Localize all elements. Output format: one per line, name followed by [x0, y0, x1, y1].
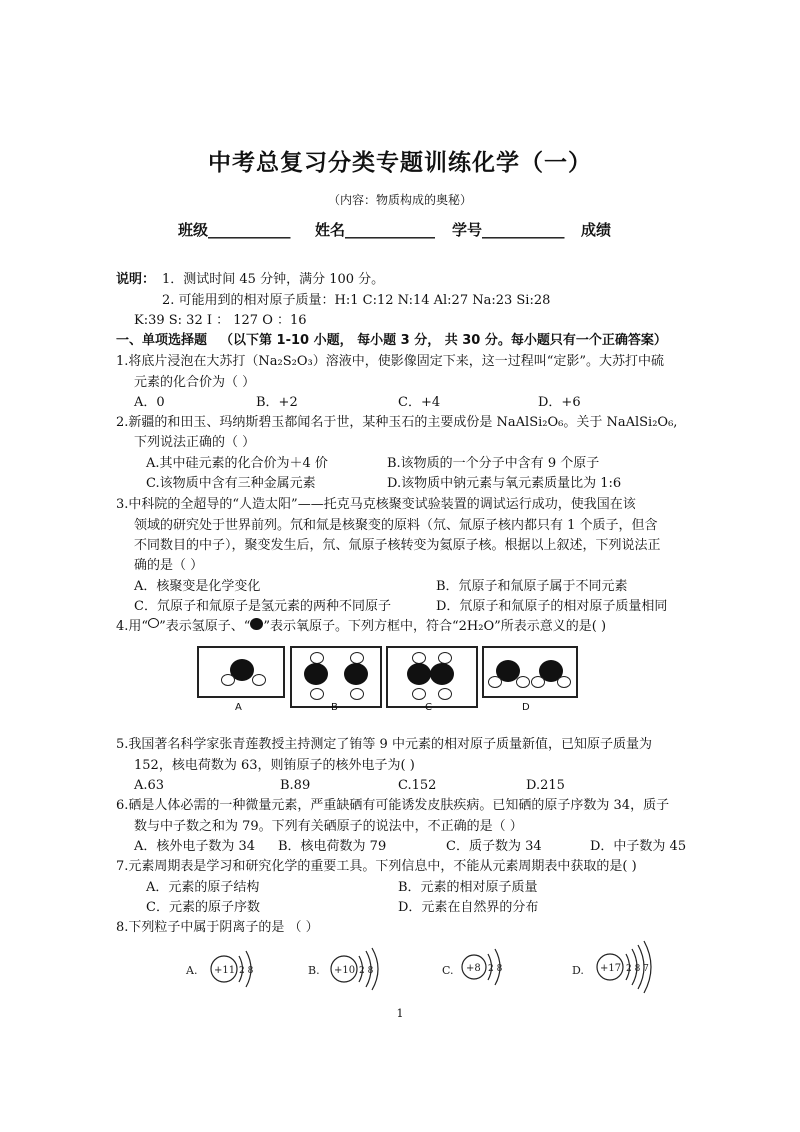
q6-stem-1: 6.硒是人体必需的一种微量元素，严重缺硒有可能诱发皮肤疾病。已知硒的原子序数为 34，质子 — [116, 798, 670, 813]
atom-c-letter: C. — [442, 964, 454, 977]
q2-option-c: C.该物质中含有三种金属元素 — [146, 476, 316, 491]
q4-stem — [116, 618, 606, 636]
oxygen-atom — [407, 663, 431, 685]
atom-b-nucleus: +10 — [334, 965, 356, 976]
q8-atom-diagrams — [180, 936, 660, 1002]
notes-line-3: K:39 S: 32 I ： 127 O ：16 — [134, 313, 307, 328]
q3-option-a: A．核聚变是化学变化 — [134, 579, 261, 594]
q4-stem-part-1: 4.用“ — [116, 619, 149, 634]
q4-box-d — [482, 646, 578, 698]
q7-stem-1: 7.元素周期表是学习和研究化学的重要工具。下列信息中，不能从元素周期表中获取的是( ) — [116, 859, 637, 874]
q3-option-b: B．氘原子和氚原子属于不同元素 — [436, 579, 628, 594]
atom-diagram-d — [572, 941, 651, 993]
q4-label-d: D — [522, 702, 530, 713]
oxygen-atom — [304, 663, 328, 685]
q8-stem-1: 8.下列粒子中属于阴离子的是 （ ） — [116, 920, 319, 935]
atom-c-shells: 2 8 — [488, 964, 503, 974]
q4-box-b — [290, 646, 382, 708]
atom-d-nucleus: +17 — [600, 963, 622, 974]
notes-label: 说明： — [116, 272, 156, 287]
q4-label-c: C — [425, 702, 432, 713]
notes-line-2: 2. 可能用到的相对原子质量：H:1 C:12 N:14 Al:27 Na:23 Si:28 — [162, 293, 551, 308]
oxygen-atom — [344, 663, 368, 685]
q1-option-d: D．+6 — [538, 395, 581, 410]
hydrogen-atom — [310, 688, 324, 700]
q6-option-b: B．核电荷数为 79 — [278, 839, 387, 854]
hydrogen-atom — [438, 688, 452, 700]
page-title: 中考总复习分类专题训练化学（一） — [208, 150, 592, 176]
oxygen-atom — [430, 663, 454, 685]
q7-option-b: B．元素的相对原子质量 — [398, 880, 538, 895]
hydrogen-atom — [557, 676, 571, 688]
q2-option-a: A.其中硅元素的化合价为＋4 价 — [146, 456, 328, 471]
q5-stem-1: 5.我国著名科学家张青莲教授主持测定了铕等 9 中元素的相对原子质量新值，已知原子质量为 — [116, 737, 652, 752]
name-field: 姓名____________ — [315, 221, 436, 239]
q2-option-d: D.该物质中钠元素与氧元素质量比为 1:6 — [387, 476, 622, 491]
atom-diagram-c — [442, 949, 503, 985]
q7-option-d: D．元素在自然界的分布 — [398, 900, 539, 915]
hydrogen-atom — [221, 674, 235, 686]
q4-box-a — [197, 646, 285, 698]
atom-c-nucleus: +8 — [466, 963, 481, 974]
hydrogen-atom — [488, 676, 502, 688]
oxygen-atom-icon — [250, 618, 263, 630]
q6-option-a: A．核外电子数为 34 — [134, 839, 256, 854]
q2-stem-2: 下列说法正确的（ ） — [134, 435, 256, 450]
q7-option-a: A．元素的原子结构 — [146, 880, 260, 895]
q4-box-c — [386, 646, 478, 708]
q5-option-a: A.63 — [134, 778, 165, 793]
q5-option-b: B.89 — [280, 778, 311, 793]
atom-d-letter: D. — [572, 964, 584, 977]
q3-option-c: C．氘原子和氚原子是氢元素的两种不同原子 — [134, 599, 391, 614]
atom-diagram-b — [308, 948, 378, 990]
q6-option-d: D．中子数为 45 — [590, 839, 687, 854]
q1-option-a: A．0 — [134, 395, 165, 410]
score-field: 成绩 — [581, 221, 612, 239]
q1-option-c: C．+4 — [398, 395, 441, 410]
q3-stem-4: 确的是（ ） — [134, 558, 204, 573]
section-rule: （以下第 1-10 小题， 每小题 3 分， 共 30 分。每小题只有一个正确答案） — [220, 333, 667, 348]
hydrogen-atom-icon — [148, 618, 159, 628]
atom-b-letter: B. — [308, 964, 320, 977]
class-field: 班级___________ — [178, 221, 291, 239]
section-heading: 一、单项选择题 — [116, 333, 208, 348]
atom-d-shells: 2 8 7 — [626, 964, 649, 974]
hydrogen-atom — [412, 688, 426, 700]
atom-diagram-a — [185, 951, 254, 987]
q4-stem-part-2: ”表示氢原子、“ — [159, 619, 251, 634]
q3-stem-3: 不同数目的中子），聚变发生后，氘、氚原子核转变为氦原子核。根据以上叙述，下列说法正 — [134, 538, 661, 553]
atom-a-letter: A. — [186, 964, 198, 977]
q6-option-c: C．质子数为 34 — [446, 839, 542, 854]
hydrogen-atom — [516, 676, 530, 688]
notes-line-1: 1．测试时间 45 分钟，满分 100 分。 — [162, 272, 385, 287]
q1-option-b: B．+2 — [256, 395, 298, 410]
hydrogen-atom — [350, 688, 364, 700]
page-subtitle: （内容：物质构成的奥秘） — [327, 193, 472, 207]
q3-stem-2: 领域的研究处于世界前列。氘和氚是核聚变的原料（氘、氚原子核内都只有 1 个质子，但含 — [134, 518, 658, 533]
atom-b-shells: 2 8 — [359, 966, 374, 976]
q2-option-b: B.该物质的一个分子中含有 9 个原子 — [387, 456, 600, 471]
atom-a-nucleus: +11 — [214, 965, 236, 976]
hydrogen-atom — [252, 674, 266, 686]
q5-option-c: C.152 — [398, 778, 437, 793]
atom-a-shells: 2 8 — [239, 966, 254, 976]
student-id-field: 学号___________ — [452, 221, 565, 239]
q6-stem-2: 数与中子数之和为 79。下列有关硒原子的说法中，不正确的是（ ） — [134, 819, 523, 834]
q5-option-d: D.215 — [526, 778, 565, 793]
q4-label-a: A — [235, 702, 242, 713]
q7-option-c: C．元素的原子序数 — [146, 900, 260, 915]
q1-stem-1: 1.将底片浸泡在大苏打（Na₂S₂O₃）溶液中，使影像固定下来，这一过程叫“定影”。大苏打中硫 — [116, 354, 665, 369]
page-number: 1 — [396, 1007, 404, 1020]
q2-stem-1: 2.新疆的和田玉、玛纳斯碧玉都闻名于世，某种玉石的主要成份是 NaAlSi₂O₆。关于 NaAlSi₂O₆, — [116, 415, 678, 430]
q5-stem-2: 152，核电荷数为 63，则铕原子的核外电子为( ) — [134, 758, 415, 773]
q4-stem-part-3: ”表示氧原子。下列方框中，符合“2H₂O”所表示意义的是( ) — [263, 619, 607, 634]
q1-stem-2: 元素的化合价为（ ） — [134, 375, 256, 390]
q3-option-d: D．氘原子和氚原子的相对原子质量相同 — [436, 599, 668, 614]
q3-stem-1: 3.中科院的全超导的“人造太阳”——托克马克核聚变试验装置的调试运行成功，使我国在该 — [116, 497, 636, 512]
q4-label-b: B — [331, 702, 338, 713]
hydrogen-atom — [531, 676, 545, 688]
